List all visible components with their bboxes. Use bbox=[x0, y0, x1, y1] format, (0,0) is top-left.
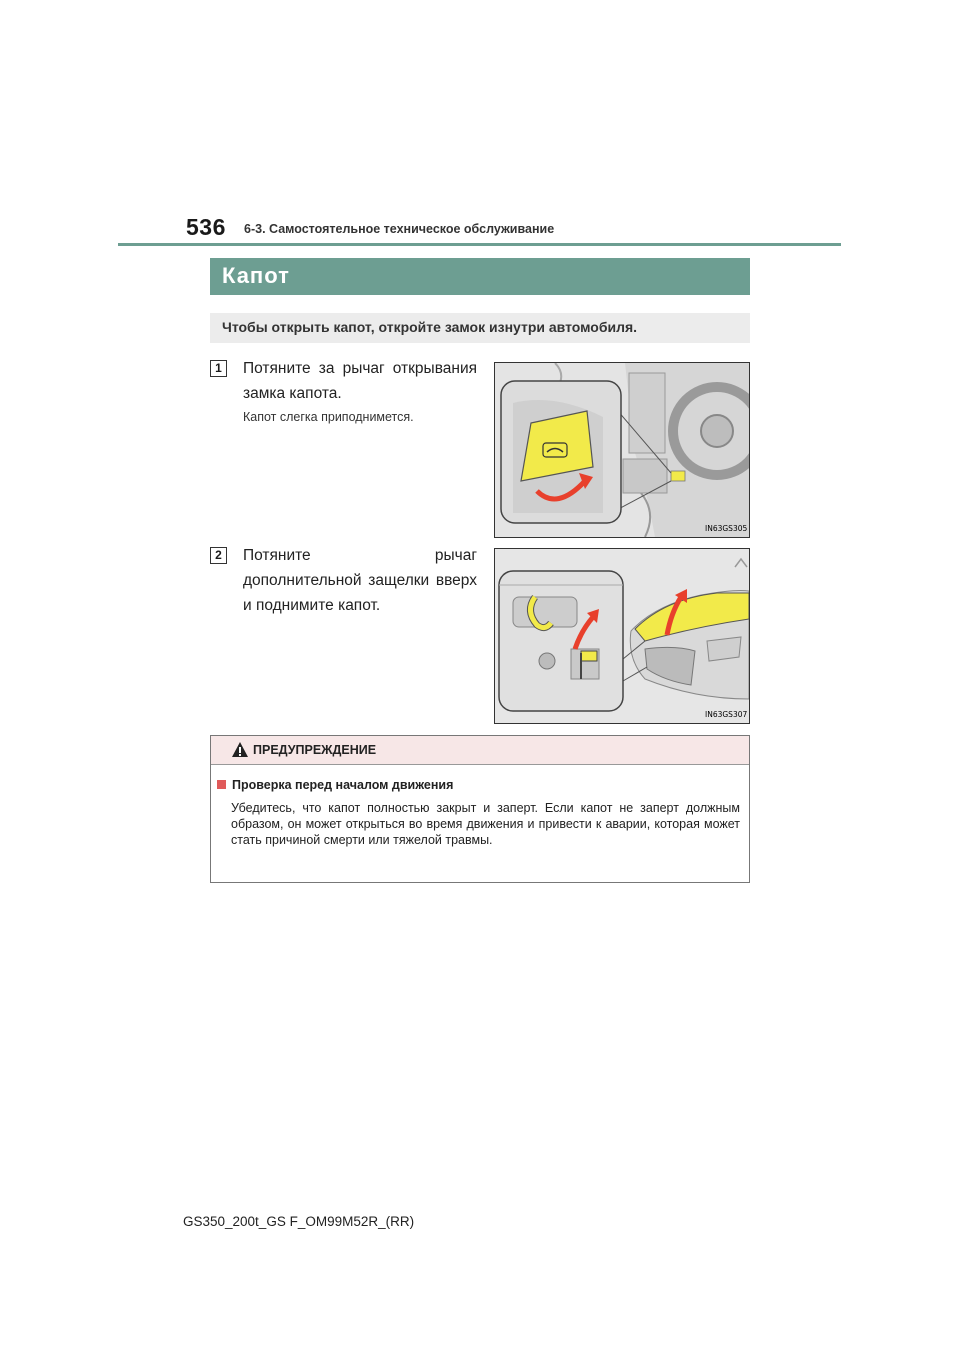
warning-subheading-text: Проверка перед началом движения bbox=[232, 778, 454, 792]
warning-heading: ПРЕДУПРЕЖДЕНИЕ bbox=[253, 743, 377, 757]
bullet-square-icon bbox=[217, 780, 226, 789]
step-1-note: Капот слегка приподнимется. bbox=[243, 410, 414, 424]
footer-doc-id: GS350_200t_GS F_OM99M52R_(RR) bbox=[183, 1214, 415, 1229]
step-1-number: 1 bbox=[210, 360, 227, 377]
step-2-text: Потяните рычаг дополнительной защелки вверх и поднимите капот. bbox=[243, 547, 477, 614]
step-1-text: Потяните за рычаг открывания замка капота. bbox=[243, 360, 477, 402]
section-title: Капот bbox=[222, 263, 290, 288]
warning-header bbox=[211, 736, 749, 765]
warning-triangle-icon bbox=[231, 741, 249, 763]
figure-auxiliary-catch bbox=[494, 548, 750, 724]
figure-2-code: IN63GS307 bbox=[705, 710, 748, 719]
page-number: 536 bbox=[186, 214, 226, 240]
step-2-number: 2 bbox=[210, 547, 227, 564]
warning-subheading bbox=[217, 778, 453, 792]
section-title-bar bbox=[210, 258, 750, 295]
intro-text: Чтобы открыть капот, откройте замок изнутри автомобиля. bbox=[222, 319, 638, 335]
intro-box bbox=[210, 313, 750, 343]
figure-hood-release-lever bbox=[494, 362, 750, 538]
chapter-title: 6-3. Самостоятельное техническое обслуживание bbox=[244, 222, 555, 236]
figure-1-code: IN63GS305 bbox=[705, 524, 748, 533]
header-rule bbox=[118, 243, 841, 246]
warning-box bbox=[210, 735, 750, 883]
warning-body: Убедитесь, что капот полностью закрыт и заперт. Если капот не заперт должным образом, он может открыться во время движения и привести к аварии, которая может стать причиной смерти или тяжелой травмы. bbox=[231, 801, 740, 847]
